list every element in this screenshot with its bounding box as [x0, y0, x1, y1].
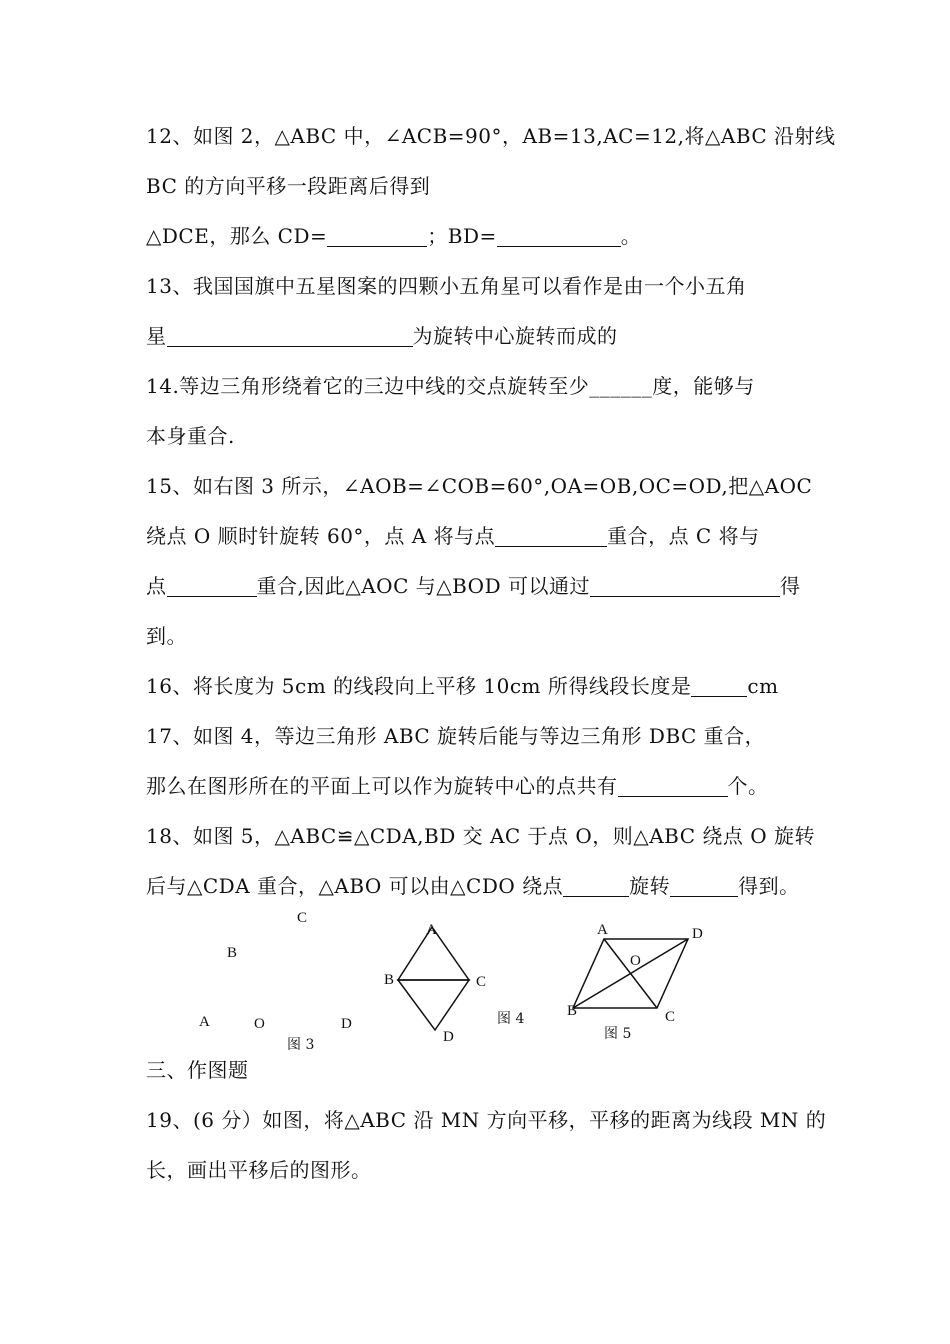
q15-text-b: 重合，点 C 将与	[607, 524, 760, 548]
q12-text-a: △DCE，那么 CD=	[146, 224, 328, 248]
fig3-label-c: C	[297, 910, 308, 926]
q13-text-a: 星	[146, 324, 167, 348]
q12-text-b: ；BD=	[427, 224, 497, 248]
q12-line2: BC 的方向平移一段距离后得到	[146, 174, 431, 198]
fig3-label-a: A	[199, 1014, 210, 1030]
fig3-label-b: B	[227, 945, 238, 961]
q15-line1: 15、如右图 3 所示，∠AOB=∠COB=60°,OA=OB,OC=OD,把△AOC	[146, 474, 813, 498]
fig4-label-c: C	[476, 974, 487, 990]
q15-text-e: 得	[779, 574, 801, 598]
fig3-label-d: D	[341, 1016, 352, 1032]
fig4-label-b: B	[384, 972, 395, 988]
fig5-diagonal-bd	[573, 939, 688, 1008]
q18-text-c: 得到。	[738, 874, 800, 898]
q12-line1: 12、如图 2，△ABC 中，∠ACB=90°，AB=13,AC=12,将△ABC 沿射线	[146, 124, 836, 148]
q12-text-c: 。	[620, 224, 642, 248]
q15-text-c: 点	[146, 574, 167, 598]
q17-line1: 17、如图 4，等边三角形 ABC 旋转后能与等边三角形 DBC 重合，	[146, 724, 766, 748]
fig5-label-d: D	[692, 926, 703, 942]
section-heading: 三、作图题	[146, 1058, 249, 1082]
q17-text-a: 那么在图形所在的平面上可以作为旋转中心的点共有	[146, 774, 618, 798]
fig5-label-o: O	[630, 953, 641, 969]
fig5-label-a: A	[597, 922, 608, 938]
q15-text-d: 重合,因此△AOC 与△BOD 可以通过	[256, 574, 590, 598]
q18-text-a: 后与△CDA 重合，△ABO 可以由△CDO 绕点	[146, 874, 564, 898]
fig5-label-b: B	[567, 1003, 578, 1019]
q15-text-a: 绕点 O 顺时针旋转 60°，点 A 将与点	[146, 524, 496, 548]
fig4-label-d: D	[443, 1029, 454, 1045]
fig3-label-o: O	[254, 1016, 265, 1032]
fig4-label-a: A	[426, 922, 437, 938]
q19-line2: 长，画出平移后的图形。	[146, 1158, 372, 1182]
q14-line1: 14.等边三角形绕着它的三边中线的交点旋转至少______度，能够与	[146, 374, 755, 398]
q16-text-a: 16、将长度为 5cm 的线段向上平移 10cm 所得线段长度是	[146, 674, 692, 698]
q13-line1: 13、我国国旗中五星图案的四颗小五角星可以看作是由一个小五角	[146, 274, 747, 298]
q18-text-b: 旋转	[629, 874, 671, 898]
q16-unit: cm	[747, 674, 779, 698]
q14-line2: 本身重合.	[146, 424, 235, 448]
fig3-caption: 图 3	[287, 1037, 315, 1053]
q17-text-b: 个。	[727, 774, 769, 798]
fig5-label-c: C	[665, 1009, 676, 1025]
q18-line1: 18、如图 5，△ABC≌△CDA,BD 交 AC 于点 O，则△ABC 绕点 O 旋转	[146, 824, 815, 848]
q19-line1: 19、(6 分）如图，将△ABC 沿 MN 方向平移，平移的距离为线段 MN 的	[146, 1108, 827, 1132]
fig4-caption: 图 4	[497, 1011, 525, 1027]
fig5-caption: 图 5	[604, 1026, 632, 1042]
q13-text-b: 为旋转中心旋转而成的	[412, 324, 618, 348]
q15-line4: 到。	[146, 624, 187, 648]
